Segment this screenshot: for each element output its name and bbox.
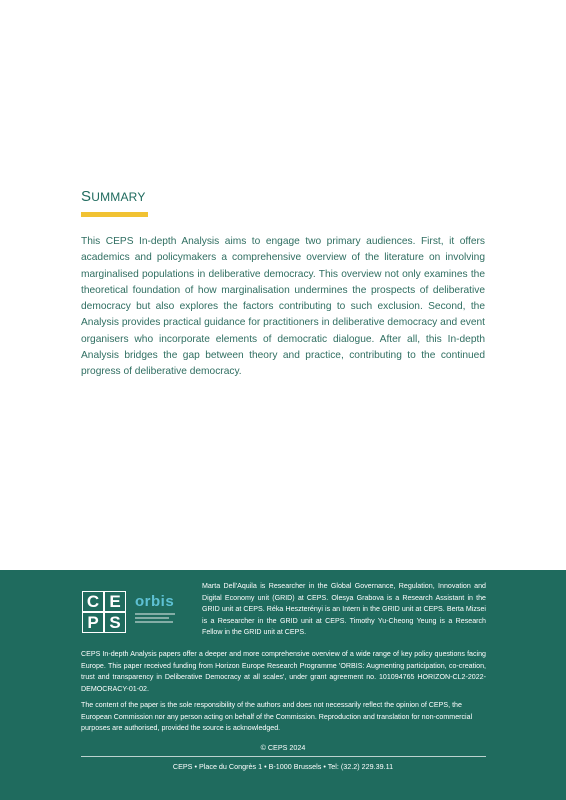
summary-body: This CEPS In-depth Analysis aims to engage two primary audiences. First, it offers academics and policymakers a comprehensive overview of the literature on involving marginalised populations in deliberative democracy. This overview not only examines the theoretical foundation of how marginalisation undermines the prospects of deliberative democracy but also explores the factors contributing to such exclusion. Second, the Analysis provides practical guidance for practitioners in deliberative democracy and event organisers who incorporate elements of democratic dialogue. After all, this In-depth Analysis bridges the gap between theory and practice, contributing to the continued progress of deliberative democracy.	[81, 236, 485, 378]
orbis-logo-word: orbis	[135, 593, 175, 610]
summary-heading	[81, 188, 146, 205]
ceps-logo-letter: S	[105, 613, 125, 632]
ceps-logo-letter: P	[83, 613, 103, 632]
summary-heading-initial: S	[81, 188, 92, 205]
footer-divider	[81, 756, 486, 757]
series-description: CEPS In-depth Analysis papers offer a deeper and more comprehensive overview of a wide range of key policy questions facing Europe. This paper received funding from Horizon Europe Research Programme 'ORBIS: Augmenting participation, co-creation, trust and transparency in Deliberative Democracy at all scales', under grant agreement no. 101094765 HORIZON-CL2-2022-DEMOCRACY-01-02.	[81, 650, 486, 693]
orbis-logo-tagline-line	[135, 613, 175, 615]
summary-heading-rest: UMMARY	[91, 190, 146, 204]
disclaimer: The content of the paper is the sole responsibility of the authors and does not necessarily reflect the opinion of CEPS, the European Commission nor any person acting on behalf of the Commission. Reproduction and translation for non-commercial purposes are authorised, provided the source is acknowledged.	[81, 701, 473, 732]
orbis-logo	[135, 594, 189, 630]
contact-address: CEPS • Place du Congrès 1 • B-1000 Brussels • Tel: (32.2) 229.39.11	[172, 762, 394, 771]
footer-panel	[0, 570, 566, 800]
ceps-logo	[82, 591, 126, 633]
orbis-logo-tagline-line	[135, 617, 169, 619]
copyright: © CEPS 2024	[260, 743, 306, 752]
ceps-logo-letter: E	[105, 592, 125, 611]
summary-heading-underline	[81, 212, 148, 217]
ceps-logo-letter: C	[83, 592, 103, 611]
orbis-logo-tagline-line	[135, 621, 173, 623]
author-bios: Marta Dell'Aquila is Researcher in the Global Governance, Regulation, Innovation and Digital Economy unit (GRID) at CEPS. Olesya Grabova is a Research Assistant in the GRID unit at CEPS. Réka Heszterényi is an Intern in the GRID unit at CEPS. Berta Mizsei is a Researcher in the GRID unit at CEPS. Timothy Yu-Cheong Yeung is a Research Fellow in the GRID unit at CEPS.	[202, 582, 486, 636]
